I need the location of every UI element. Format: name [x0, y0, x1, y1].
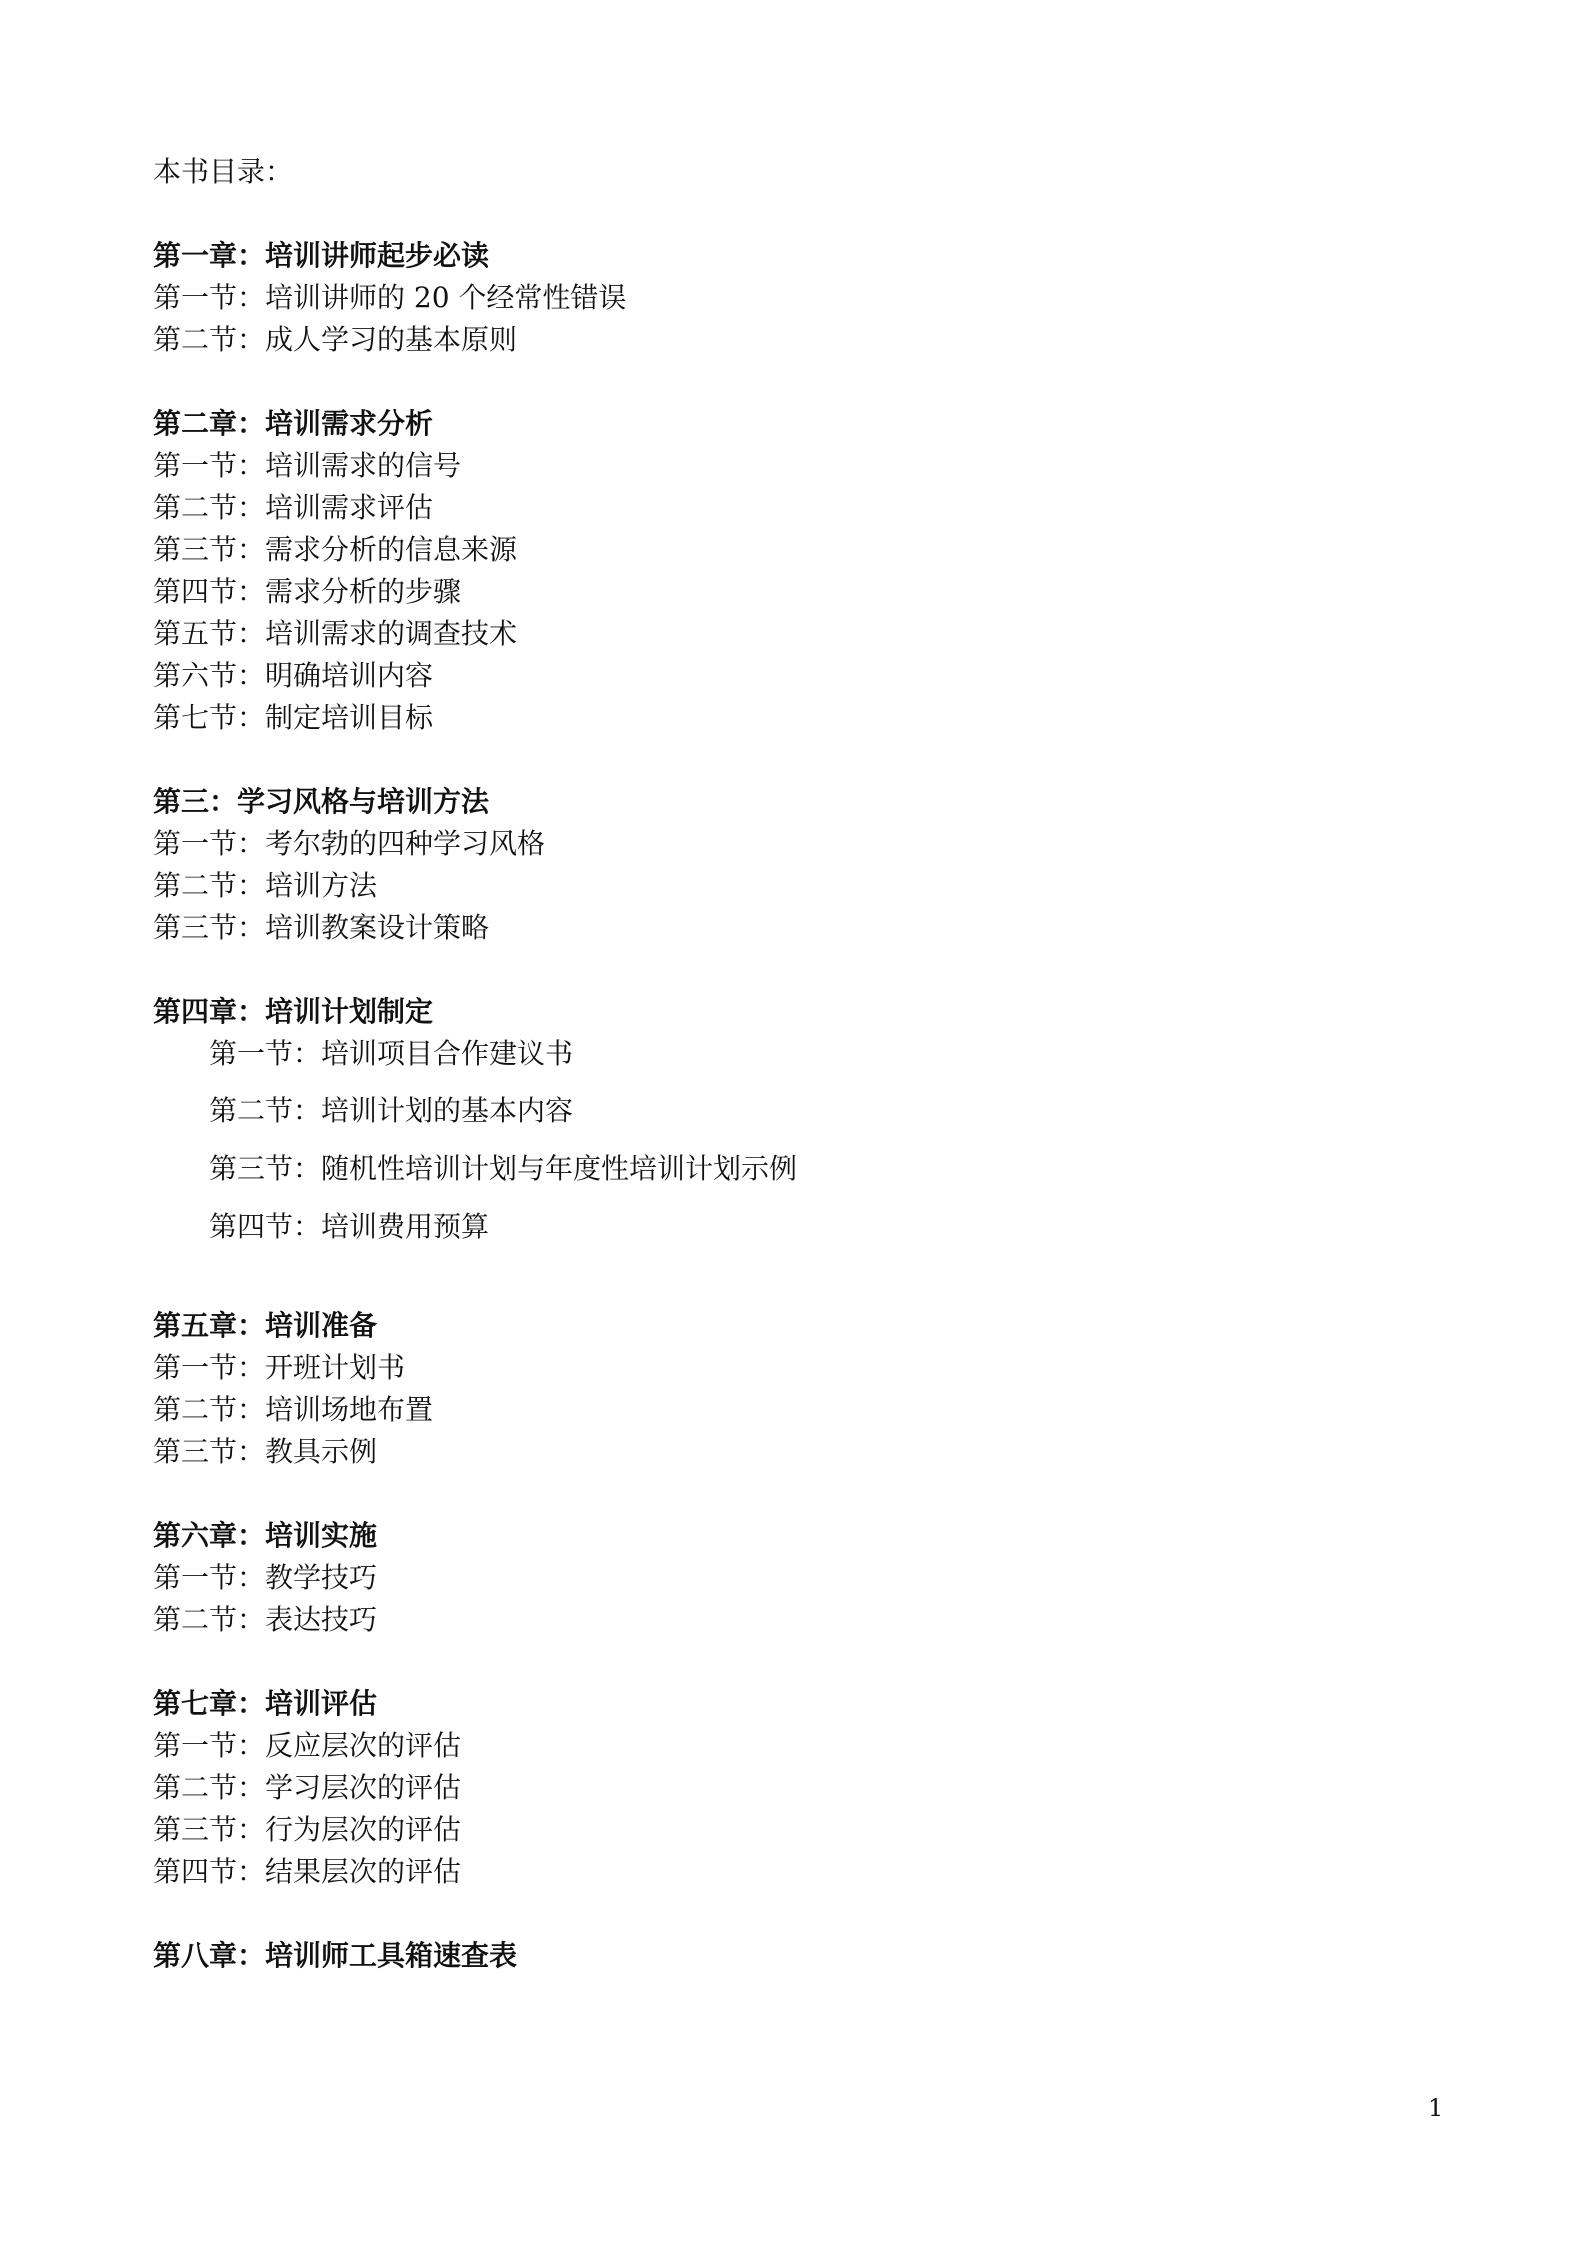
- toc-title: 本书目录：: [153, 155, 294, 188]
- section-item: 第二节：学习层次的评估: [153, 1771, 462, 1804]
- chapter-title: 第二章：培训需求分析: [153, 407, 434, 440]
- section-item: 第三节：行为层次的评估: [153, 1813, 462, 1846]
- section-item: 第五节：培训需求的调查技术: [153, 617, 518, 650]
- section-item: 第四节：需求分析的步骤: [153, 575, 462, 608]
- chapter-title: 第七章：培训评估: [153, 1687, 378, 1720]
- chapter-title: 第三：学习风格与培训方法: [153, 785, 490, 818]
- section-item: 第四节：培训费用预算: [209, 1210, 490, 1243]
- section-item: 第三节：需求分析的信息来源: [153, 533, 518, 566]
- chapter-title: 第一章：培训讲师起步必读: [153, 239, 490, 272]
- section-item: 第二节：培训场地布置: [153, 1393, 434, 1426]
- section-item: 第一节：考尔勃的四种学习风格: [153, 827, 546, 860]
- section-item: 第六节：明确培训内容: [153, 659, 434, 692]
- section-item: 第二节：培训需求评估: [153, 491, 434, 524]
- section-item: 第二节：表达技巧: [153, 1603, 378, 1636]
- chapter-title: 第四章：培训计划制定: [153, 995, 434, 1028]
- section-item: 第一节：开班计划书: [153, 1351, 406, 1384]
- section-item: 第一节：反应层次的评估: [153, 1729, 462, 1762]
- section-item: 第二节：培训计划的基本内容: [209, 1094, 574, 1127]
- section-item: 第一节：培训讲师的 20 个经常性错误: [153, 281, 627, 314]
- section-item: 第四节：结果层次的评估: [153, 1855, 462, 1888]
- page-number: 1: [1428, 2094, 1444, 2122]
- section-item: 第三节：随机性培训计划与年度性培训计划示例: [209, 1152, 798, 1185]
- section-item: 第七节：制定培训目标: [153, 701, 434, 734]
- section-item: 第三节：教具示例: [153, 1435, 378, 1468]
- chapter-title: 第五章：培训准备: [153, 1309, 378, 1342]
- section-item: 第一节：培训需求的信号: [153, 449, 462, 482]
- chapter-title: 第八章：培训师工具箱速查表: [153, 1939, 518, 1972]
- section-item: 第一节：教学技巧: [153, 1561, 378, 1594]
- section-item: 第三节：培训教案设计策略: [153, 911, 490, 944]
- chapter-title: 第六章：培训实施: [153, 1519, 378, 1552]
- section-item: 第二节：成人学习的基本原则: [153, 323, 518, 356]
- section-item: 第一节：培训项目合作建议书: [209, 1037, 574, 1070]
- section-item: 第二节：培训方法: [153, 869, 378, 902]
